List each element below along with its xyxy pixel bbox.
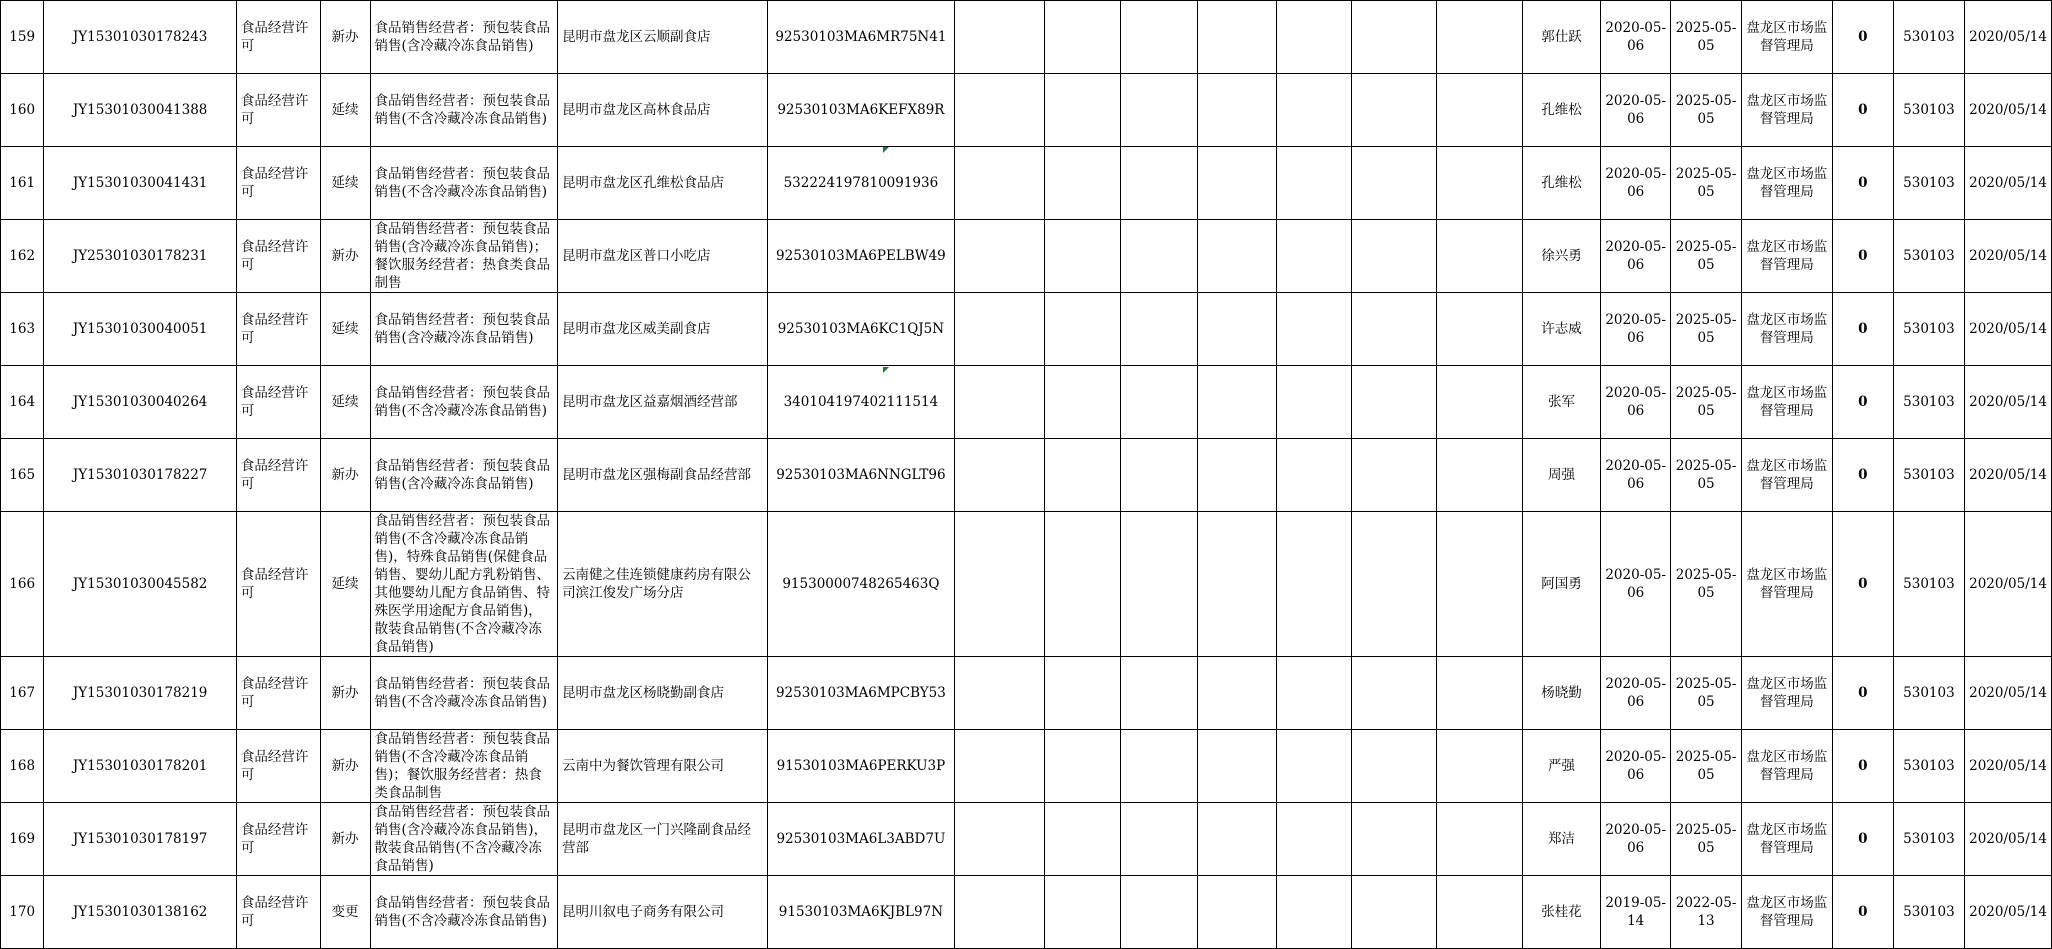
empty-cell [1351, 366, 1436, 439]
empty-cell [1276, 293, 1351, 366]
status-value: 0 [1832, 803, 1893, 876]
valid-to: 2025-05-05 [1671, 293, 1741, 366]
issuing-authority: 盘龙区市场监督管理局 [1741, 74, 1832, 147]
empty-cell [1045, 657, 1120, 730]
update-date: 2020/05/14 [1965, 147, 2052, 220]
legal-representative: 周强 [1522, 439, 1600, 512]
license-category: 食品经营许可 [236, 730, 320, 803]
update-date: 2020/05/14 [1965, 1, 2052, 74]
license-number: JY15301030138162 [44, 876, 237, 949]
empty-cell [1436, 876, 1522, 949]
empty-cell [1045, 876, 1120, 949]
status-value: 0 [1832, 730, 1893, 803]
table-row [1, 1, 2052, 74]
empty-cell [1045, 74, 1120, 147]
empty-cell [1436, 657, 1522, 730]
credit-code: 532224197810091936 [767, 147, 954, 220]
status-value: 0 [1832, 439, 1893, 512]
issuing-authority: 盘龙区市场监督管理局 [1741, 730, 1832, 803]
area-code: 530103 [1893, 147, 1964, 220]
license-number: JY15301030178243 [44, 1, 237, 74]
business-scope: 食品销售经营者：预包装食品销售(不含冷藏冷冻食品销售) [370, 876, 558, 949]
row-number: 170 [1, 876, 44, 949]
empty-cell [955, 74, 1045, 147]
license-number: JY15301030041431 [44, 147, 237, 220]
row-number: 168 [1, 730, 44, 803]
business-scope: 食品销售经营者：预包装食品销售(含冷藏冷冻食品销售) [370, 293, 558, 366]
empty-cell [1120, 657, 1197, 730]
business-name: 昆明市盘龙区威美副食店 [558, 293, 768, 366]
empty-cell [1197, 512, 1276, 657]
empty-cell [1436, 512, 1522, 657]
legal-representative: 张桂花 [1522, 876, 1600, 949]
table-row [1, 293, 2052, 366]
empty-cell [1436, 220, 1522, 293]
empty-cell [1436, 439, 1522, 512]
empty-cell [1351, 147, 1436, 220]
business-scope: 食品销售经营者：预包装食品销售(不含冷藏冷冻食品销售)；餐饮服务经营者：热食类食品制售 [370, 730, 558, 803]
table-row [1, 657, 2052, 730]
table-row [1, 220, 2052, 293]
area-code: 530103 [1893, 1, 1964, 74]
area-code: 530103 [1893, 512, 1964, 657]
empty-cell [1276, 439, 1351, 512]
empty-cell [1120, 439, 1197, 512]
empty-cell [1120, 293, 1197, 366]
status-value: 0 [1832, 876, 1893, 949]
valid-from: 2020-05-06 [1600, 147, 1670, 220]
empty-cell [1351, 1, 1436, 74]
empty-cell [1436, 1, 1522, 74]
empty-cell [1045, 293, 1120, 366]
application-type: 延续 [320, 147, 370, 220]
business-scope: 食品销售经营者：预包装食品销售(含冷藏冷冻食品销售)，散装食品销售(不含冷藏冷冻食品销售) [370, 803, 558, 876]
application-type: 延续 [320, 512, 370, 657]
area-code: 530103 [1893, 439, 1964, 512]
valid-from: 2020-05-06 [1600, 366, 1670, 439]
issuing-authority: 盘龙区市场监督管理局 [1741, 803, 1832, 876]
legal-representative: 张军 [1522, 366, 1600, 439]
valid-from: 2020-05-06 [1600, 1, 1670, 74]
valid-from: 2020-05-06 [1600, 220, 1670, 293]
area-code: 530103 [1893, 730, 1964, 803]
empty-cell [955, 512, 1045, 657]
valid-to: 2025-05-05 [1671, 439, 1741, 512]
legal-representative: 徐兴勇 [1522, 220, 1600, 293]
empty-cell [955, 293, 1045, 366]
license-category: 食品经营许可 [236, 293, 320, 366]
update-date: 2020/05/14 [1965, 439, 2052, 512]
business-scope: 食品销售经营者：预包装食品销售(含冷藏冷冻食品销售) [370, 1, 558, 74]
empty-cell [1045, 1, 1120, 74]
license-category: 食品经营许可 [236, 512, 320, 657]
license-category: 食品经营许可 [236, 803, 320, 876]
empty-cell [955, 439, 1045, 512]
credit-code: 92530103MA6NNGLT96 [767, 439, 954, 512]
business-name: 云南中为餐饮管理有限公司 [558, 730, 768, 803]
empty-cell [955, 730, 1045, 803]
license-category: 食品经营许可 [236, 220, 320, 293]
legal-representative: 许志威 [1522, 293, 1600, 366]
credit-code: 92530103MA6KC1QJ5N [767, 293, 954, 366]
empty-cell [1276, 1, 1351, 74]
valid-from: 2020-05-06 [1600, 439, 1670, 512]
update-date: 2020/05/14 [1965, 220, 2052, 293]
empty-cell [1197, 803, 1276, 876]
row-number: 160 [1, 74, 44, 147]
empty-cell [1197, 366, 1276, 439]
empty-cell [1276, 366, 1351, 439]
issuing-authority: 盘龙区市场监督管理局 [1741, 439, 1832, 512]
empty-cell [1276, 876, 1351, 949]
empty-cell [955, 220, 1045, 293]
empty-cell [955, 366, 1045, 439]
license-number: JY25301030178231 [44, 220, 237, 293]
table-row [1, 366, 2052, 439]
cell-marker [883, 147, 889, 153]
empty-cell [1120, 730, 1197, 803]
table-row [1, 74, 2052, 147]
status-value: 0 [1832, 366, 1893, 439]
update-date: 2020/05/14 [1965, 876, 2052, 949]
issuing-authority: 盘龙区市场监督管理局 [1741, 147, 1832, 220]
status-value: 0 [1832, 1, 1893, 74]
issuing-authority: 盘龙区市场监督管理局 [1741, 1, 1832, 74]
application-type: 变更 [320, 876, 370, 949]
issuing-authority: 盘龙区市场监督管理局 [1741, 366, 1832, 439]
issuing-authority: 盘龙区市场监督管理局 [1741, 220, 1832, 293]
license-number: JY15301030178197 [44, 803, 237, 876]
application-type: 新办 [320, 220, 370, 293]
license-category: 食品经营许可 [236, 439, 320, 512]
legal-representative: 郑洁 [1522, 803, 1600, 876]
empty-cell [1197, 1, 1276, 74]
license-number: JY15301030040051 [44, 293, 237, 366]
table-row [1, 439, 2052, 512]
row-number: 163 [1, 293, 44, 366]
empty-cell [1120, 1, 1197, 74]
valid-to: 2025-05-05 [1671, 657, 1741, 730]
valid-from: 2019-05-14 [1600, 876, 1670, 949]
update-date: 2020/05/14 [1965, 657, 2052, 730]
license-number: JY15301030041388 [44, 74, 237, 147]
area-code: 530103 [1893, 220, 1964, 293]
business-name: 昆明市盘龙区普口小吃店 [558, 220, 768, 293]
area-code: 530103 [1893, 657, 1964, 730]
empty-cell [1436, 803, 1522, 876]
valid-from: 2020-05-06 [1600, 512, 1670, 657]
update-date: 2020/05/14 [1965, 293, 2052, 366]
license-category: 食品经营许可 [236, 74, 320, 147]
table-row [1, 803, 2052, 876]
valid-from: 2020-05-06 [1600, 293, 1670, 366]
legal-representative: 阿国勇 [1522, 512, 1600, 657]
license-category: 食品经营许可 [236, 366, 320, 439]
empty-cell [1351, 803, 1436, 876]
credit-code: 91530103MA6KJBL97N [767, 876, 954, 949]
valid-to: 2025-05-05 [1671, 1, 1741, 74]
empty-cell [955, 657, 1045, 730]
application-type: 延续 [320, 74, 370, 147]
business-scope: 食品销售经营者：预包装食品销售(不含冷藏冷冻食品销售) [370, 74, 558, 147]
business-name: 云南健之佳连锁健康药房有限公司滨江俊发广场分店 [558, 512, 768, 657]
empty-cell [1197, 876, 1276, 949]
legal-representative: 杨晓勤 [1522, 657, 1600, 730]
row-number: 169 [1, 803, 44, 876]
empty-cell [1120, 512, 1197, 657]
empty-cell [1436, 730, 1522, 803]
empty-cell [1436, 293, 1522, 366]
license-number: JY15301030178219 [44, 657, 237, 730]
empty-cell [1351, 220, 1436, 293]
empty-cell [1045, 220, 1120, 293]
empty-cell [1276, 512, 1351, 657]
empty-cell [1436, 147, 1522, 220]
license-number: JY15301030178201 [44, 730, 237, 803]
empty-cell [1351, 730, 1436, 803]
legal-representative: 严强 [1522, 730, 1600, 803]
application-type: 新办 [320, 439, 370, 512]
valid-from: 2020-05-06 [1600, 657, 1670, 730]
license-category: 食品经营许可 [236, 657, 320, 730]
status-value: 0 [1832, 220, 1893, 293]
table-row [1, 876, 2052, 949]
empty-cell [1045, 512, 1120, 657]
valid-from: 2020-05-06 [1600, 730, 1670, 803]
area-code: 530103 [1893, 803, 1964, 876]
application-type: 延续 [320, 366, 370, 439]
empty-cell [1120, 147, 1197, 220]
application-type: 新办 [320, 803, 370, 876]
business-scope: 食品销售经营者：预包装食品销售(含冷藏冷冻食品销售)；餐饮服务经营者：热食类食品制售 [370, 220, 558, 293]
cell-marker [883, 367, 889, 373]
valid-to: 2025-05-05 [1671, 366, 1741, 439]
status-value: 0 [1832, 293, 1893, 366]
empty-cell [1197, 74, 1276, 147]
valid-to: 2025-05-05 [1671, 147, 1741, 220]
update-date: 2020/05/14 [1965, 74, 2052, 147]
issuing-authority: 盘龙区市场监督管理局 [1741, 512, 1832, 657]
empty-cell [1276, 803, 1351, 876]
row-number: 161 [1, 147, 44, 220]
credit-code: 92530103MA6KEFX89R [767, 74, 954, 147]
license-number: JY15301030178227 [44, 439, 237, 512]
row-number: 165 [1, 439, 44, 512]
table-row [1, 730, 2052, 803]
empty-cell [1276, 730, 1351, 803]
credit-code: 92530103MA6PELBW49 [767, 220, 954, 293]
empty-cell [1197, 439, 1276, 512]
valid-to: 2025-05-05 [1671, 220, 1741, 293]
business-name: 昆明川叙电子商务有限公司 [558, 876, 768, 949]
license-number: JY15301030040264 [44, 366, 237, 439]
valid-to: 2025-05-05 [1671, 74, 1741, 147]
empty-cell [1120, 803, 1197, 876]
business-name: 昆明市盘龙区强梅副食品经营部 [558, 439, 768, 512]
empty-cell [1120, 876, 1197, 949]
empty-cell [1197, 657, 1276, 730]
business-name: 昆明市盘龙区孔维松食品店 [558, 147, 768, 220]
status-value: 0 [1832, 74, 1893, 147]
empty-cell [955, 803, 1045, 876]
valid-to: 2025-05-05 [1671, 803, 1741, 876]
empty-cell [1276, 657, 1351, 730]
table-row [1, 512, 2052, 657]
valid-to: 2025-05-05 [1671, 730, 1741, 803]
license-category: 食品经营许可 [236, 876, 320, 949]
issuing-authority: 盘龙区市场监督管理局 [1741, 876, 1832, 949]
area-code: 530103 [1893, 876, 1964, 949]
application-type: 新办 [320, 1, 370, 74]
business-name: 昆明市盘龙区高林食品店 [558, 74, 768, 147]
legal-representative: 孔维松 [1522, 74, 1600, 147]
credit-code: 92530103MA6MR75N41 [767, 1, 954, 74]
row-number: 164 [1, 366, 44, 439]
empty-cell [1120, 74, 1197, 147]
row-number: 162 [1, 220, 44, 293]
empty-cell [1197, 293, 1276, 366]
update-date: 2020/05/14 [1965, 730, 2052, 803]
update-date: 2020/05/14 [1965, 512, 2052, 657]
empty-cell [1120, 366, 1197, 439]
credit-code: 92530103MA6MPCBY53 [767, 657, 954, 730]
row-number: 166 [1, 512, 44, 657]
credit-code: 340104197402111514 [767, 366, 954, 439]
legal-representative: 郭仕跃 [1522, 1, 1600, 74]
credit-code: 91530000748265463Q [767, 512, 954, 657]
update-date: 2020/05/14 [1965, 366, 2052, 439]
empty-cell [955, 1, 1045, 74]
license-number: JY15301030045582 [44, 512, 237, 657]
valid-to: 2022-05-13 [1671, 876, 1741, 949]
application-type: 新办 [320, 657, 370, 730]
valid-to: 2025-05-05 [1671, 512, 1741, 657]
empty-cell [1351, 293, 1436, 366]
legal-representative: 孔维松 [1522, 147, 1600, 220]
empty-cell [1351, 657, 1436, 730]
empty-cell [1351, 439, 1436, 512]
license-category: 食品经营许可 [236, 1, 320, 74]
empty-cell [1197, 220, 1276, 293]
row-number: 167 [1, 657, 44, 730]
empty-cell [1436, 74, 1522, 147]
issuing-authority: 盘龙区市场监督管理局 [1741, 657, 1832, 730]
business-scope: 食品销售经营者：预包装食品销售(含冷藏冷冻食品销售) [370, 439, 558, 512]
business-name: 昆明市盘龙区益嘉烟酒经营部 [558, 366, 768, 439]
business-scope: 食品销售经营者：预包装食品销售(不含冷藏冷冻食品销售) [370, 366, 558, 439]
empty-cell [1351, 512, 1436, 657]
row-number: 159 [1, 1, 44, 74]
empty-cell [1276, 74, 1351, 147]
business-name: 昆明市盘龙区云顺副食店 [558, 1, 768, 74]
empty-cell [1045, 439, 1120, 512]
credit-code: 91530103MA6PERKU3P [767, 730, 954, 803]
table-row [1, 147, 2052, 220]
empty-cell [1197, 147, 1276, 220]
license-category: 食品经营许可 [236, 147, 320, 220]
application-type: 延续 [320, 293, 370, 366]
empty-cell [1351, 74, 1436, 147]
valid-from: 2020-05-06 [1600, 803, 1670, 876]
credit-code: 92530103MA6L3ABD7U [767, 803, 954, 876]
empty-cell [955, 147, 1045, 220]
business-scope: 食品销售经营者：预包装食品销售(不含冷藏冷冻食品销售) [370, 147, 558, 220]
valid-from: 2020-05-06 [1600, 74, 1670, 147]
empty-cell [1197, 730, 1276, 803]
business-name: 昆明市盘龙区一门兴隆副食品经营部 [558, 803, 768, 876]
business-name: 昆明市盘龙区杨晓勤副食店 [558, 657, 768, 730]
application-type: 新办 [320, 730, 370, 803]
empty-cell [1045, 147, 1120, 220]
area-code: 530103 [1893, 293, 1964, 366]
update-date: 2020/05/14 [1965, 803, 2052, 876]
empty-cell [1045, 366, 1120, 439]
empty-cell [955, 876, 1045, 949]
business-scope: 食品销售经营者：预包装食品销售(不含冷藏冷冻食品销售) [370, 657, 558, 730]
empty-cell [1120, 220, 1197, 293]
empty-cell [1351, 876, 1436, 949]
empty-cell [1436, 366, 1522, 439]
issuing-authority: 盘龙区市场监督管理局 [1741, 293, 1832, 366]
empty-cell [1045, 730, 1120, 803]
area-code: 530103 [1893, 74, 1964, 147]
status-value: 0 [1832, 512, 1893, 657]
business-scope: 食品销售经营者：预包装食品销售(不含冷藏冷冻食品销售)，特殊食品销售(保健食品销售、婴幼儿配方乳粉销售、其他婴幼儿配方食品销售、特殊医学用途配方食品销售)，散装食品销售(不含冷藏冷冻食品销售) [370, 512, 558, 657]
status-value: 0 [1832, 657, 1893, 730]
empty-cell [1045, 803, 1120, 876]
status-value: 0 [1832, 147, 1893, 220]
empty-cell [1276, 220, 1351, 293]
area-code: 530103 [1893, 366, 1964, 439]
empty-cell [1276, 147, 1351, 220]
table-body [1, 1, 2052, 949]
